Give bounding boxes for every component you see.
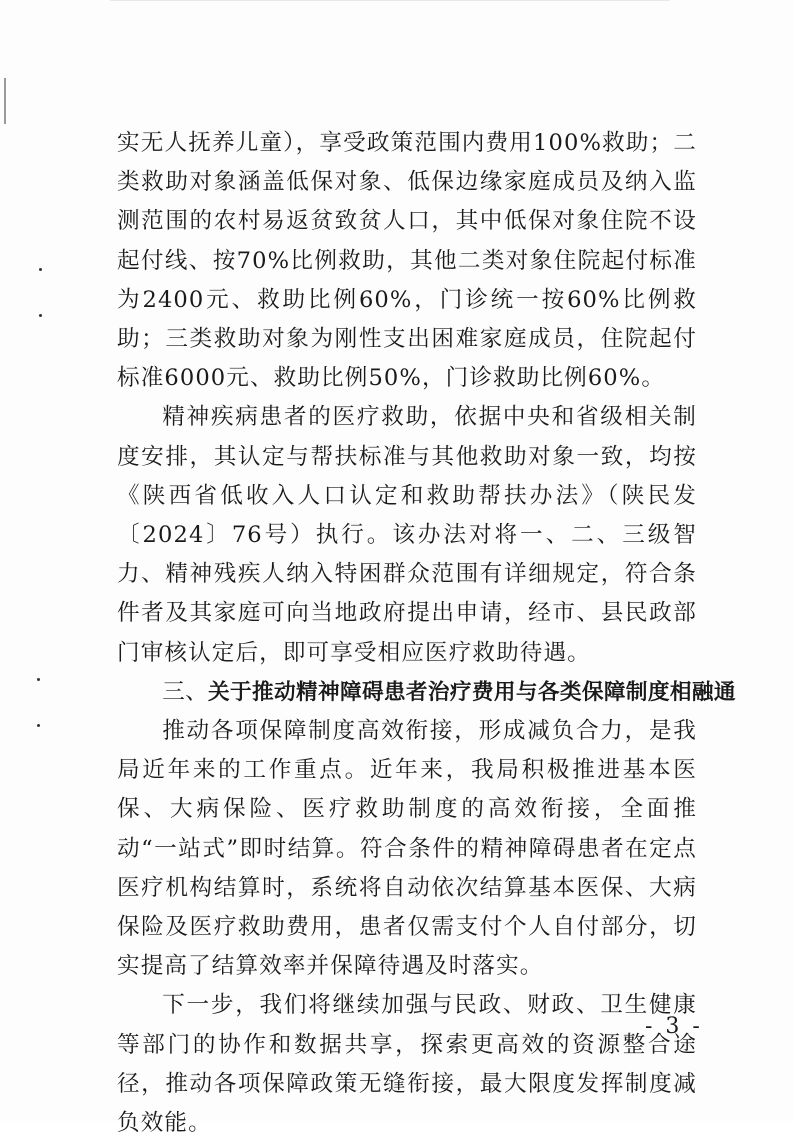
section-number: 三、 bbox=[162, 678, 208, 705]
document-body bbox=[117, 124, 736, 1143]
binding-hole-mark bbox=[37, 678, 40, 681]
paragraph-mental-illness-relief: 精神疾病患者的医疗救助，依据中央和省级相关制度安排，其认定与帮扶标准与其他救助对象一致，均按《陕西省低收入人口认定和救助帮扶办法》（陕民发〔2024〕76号）执行。该办法对将一、二、三级智力、精神残疾人纳入特困群众范围有详细规定，符合条件者及其家庭可向当地政府提出申请，经市、县民政部门审核认定后，即可享受相应医疗救助待遇。 bbox=[117, 404, 697, 666]
binding-hole-mark bbox=[39, 314, 42, 317]
binding-hole-mark bbox=[39, 268, 42, 271]
section-title: 关于推动精神障碍患者治疗费用与各类保障制度相融通 bbox=[207, 679, 736, 705]
section-heading-3 bbox=[117, 673, 736, 712]
paragraph-system-integration: 推动各项保障制度高效衔接，形成减负合力，是我局近年来的工作重点。近年来，我局积极推进基本医保、大病保险、医疗救助制度的高效衔接，全面推动“一站式”即时结算。符合条件的精神障碍患者在定点医疗机构结算时，系统将自动依次结算基本医保、大病保险及医疗救助费用，患者仅需支付个人自付部分，切实提高了结算效率并保障待遇及时落实。 bbox=[117, 718, 697, 980]
paragraph-next-steps: 下一步，我们将继续加强与民政、财政、卫生健康等部门的协作和数据共享，探索更高效的资源整合途径，推动各项保障政策无缝衔接，最大限度发挥制度减负效能。 bbox=[117, 992, 697, 1137]
paragraph-relief-categories: 实无人抚养儿童），享受政策范围内费用100%救助；二类救助对象涵盖低保对象、低保边缘家庭成员及纳入监测范围的农村易返贫致贫人口，其中低保对象住院不设起付线、按70%比例救助，其他二类对象住院起付标准为2400元、救助比例60%，门诊统一按60%比例救助；三类救助对象为刚性支出困难家庭成员，住院起付标准6000元、救助比例50%，门诊救助比例60%。 bbox=[117, 130, 697, 392]
scan-top-edge bbox=[110, 0, 670, 1]
binding-hole-mark bbox=[37, 724, 40, 727]
page-number: - 3 - bbox=[645, 1014, 703, 1039]
scan-left-edge-mark bbox=[4, 78, 6, 124]
